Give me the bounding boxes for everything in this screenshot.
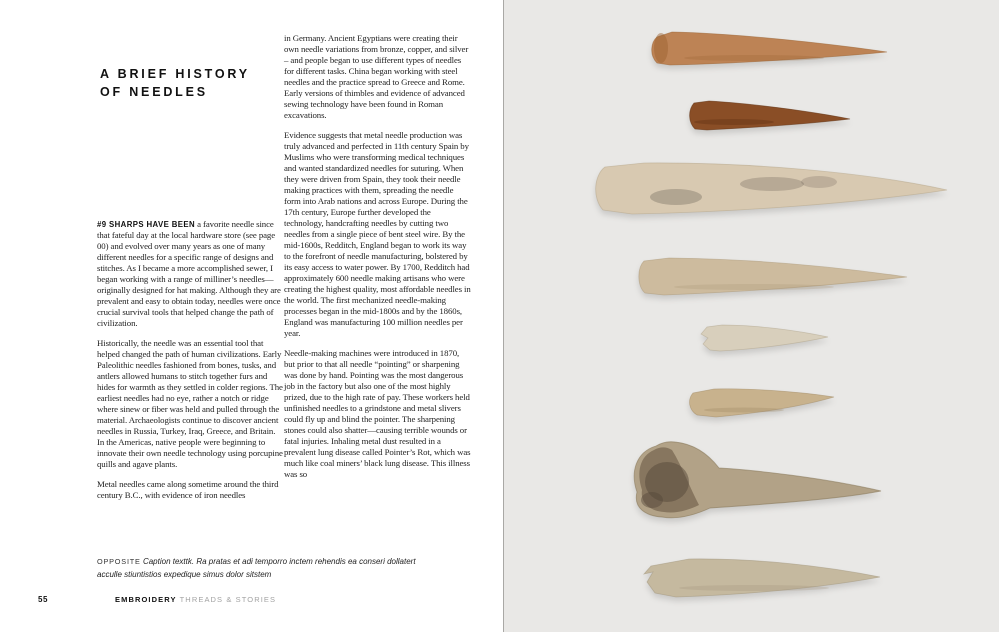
needle-butt-shading xyxy=(654,33,668,63)
needle-underside-shading xyxy=(679,585,829,591)
paragraph: Metal needles came along sometime around the third century B.C., with evidence of iron needles xyxy=(97,479,279,500)
page-title xyxy=(100,66,250,101)
paragraph-lead-in: #9 SHARPS HAVE BEEN xyxy=(97,220,196,229)
caption-text: Caption texttk. Ra pratas et adi temporro inctem rehendis ea conseri dollatert acculle stiuntistios expedique simus dolor sitstem xyxy=(97,557,416,579)
caption-label: OPPOSITE xyxy=(97,557,141,566)
running-head xyxy=(115,595,276,604)
right-page xyxy=(503,0,999,632)
needle-underside-shading xyxy=(674,284,834,290)
needle-mottle-spot xyxy=(801,176,837,188)
page-title-line2: OF NEEDLES xyxy=(100,84,208,99)
photo-background xyxy=(504,0,999,632)
book-subtitle: THREADS & STORIES xyxy=(179,595,277,604)
book-title: EMBROIDERY xyxy=(115,595,177,604)
text-column-1 xyxy=(97,219,284,510)
paragraph: in Germany. Ancient Egyptians were creating their own needle variations from bronze, copper, and silver – and people began to use different types of needles for different tasks. China began working with steel needles and the practice spread to Greece and Rome. Early versions of thimbles and evidence of advanced sewing technology have been found in Roman excavations. xyxy=(284,33,469,120)
text-column-2 xyxy=(284,33,471,489)
needle-mottle-spot xyxy=(740,177,804,191)
needle-mottle-spot xyxy=(650,189,702,205)
needle-pore-texture xyxy=(641,492,663,508)
paragraph: Evidence suggests that metal needle production was truly advanced and perfected in 11th century Spain by Muslims who were transforming medical techniques and wanted standardized needles for suturing. When they were driven from Spain, they took their needle making practices with them, spreading the needle form into Arab nations and across Europe. During the 17th century, Europe further developed the technology, handcrafting needles by cutting two needles from a single piece of bent steel wire. By the mid-1600s, Redditch, England began to work its way to the forefront of needle manufacturing, bolstered by its easy access to water power. By 1700, Redditch had approximately 600 needle making artisans who were creating the highest quality, most affordable needles in the world. The first mechanized needle-making processes began in the mid-1800s and by the 1860s, England was manufacturing 100 million needles per year. xyxy=(284,130,471,338)
page-number: 55 xyxy=(38,595,48,604)
needle-underside-shading xyxy=(704,408,784,413)
page-title-line1: A BRIEF HISTORY xyxy=(100,67,250,81)
paragraph: Needle-making machines were introduced in 1870, but prior to that all needle “pointing” or sharpening was done by hand. Pointing was the most dangerous job in the factory but also one of the most highly prized, due to the high rate of pay. These workers held unfinished needles to a grindstone and metal slivers could fly up and blind the pointer. The sharpening stones could also shatter—causing terrible wounds or fatal injuries. Inhaling metal dust resulted in a prevalent lung disease called Pointer’s Rot, which was much like coal miners’ black lung disease. This illness was so xyxy=(284,348,471,479)
needle-underside-shading xyxy=(684,55,824,61)
needle-underside-shading xyxy=(694,119,774,125)
paragraph-text: a favorite needle since that fateful day at the local hardware store (see page 00) and evolved over many years as one of many different needles for a specific range of designs and stitches. As I became a more accomplished sewer, I began working with a range of milliner’s needles—originally designed for hat making. Although they are prevalent and easy to obtain today, needles were once crucial survival tools that helped change the path of civilization. xyxy=(97,219,281,328)
paragraph xyxy=(97,219,284,329)
photo-caption xyxy=(97,556,442,581)
paragraph: Historically, the needle was an essential tool that helped changed the path of human civilizations. Early Paleolithic needles fashioned from bones, tusks, and antlers allowed humans to stitch together furs and hides for warmth as they settled in colder regions. The earliest needles had no eye, rather a notch or ridge where sinew or fiber was held and pulled through the material. Archaeologists continue to discover ancient needles in Russia, Turkey, Iraq, Greece, and Britain. In the Americas, native people were beginning to innovate their own needle technology using porcupine quills and agave plants. xyxy=(97,338,283,469)
needles-photo xyxy=(504,0,999,632)
